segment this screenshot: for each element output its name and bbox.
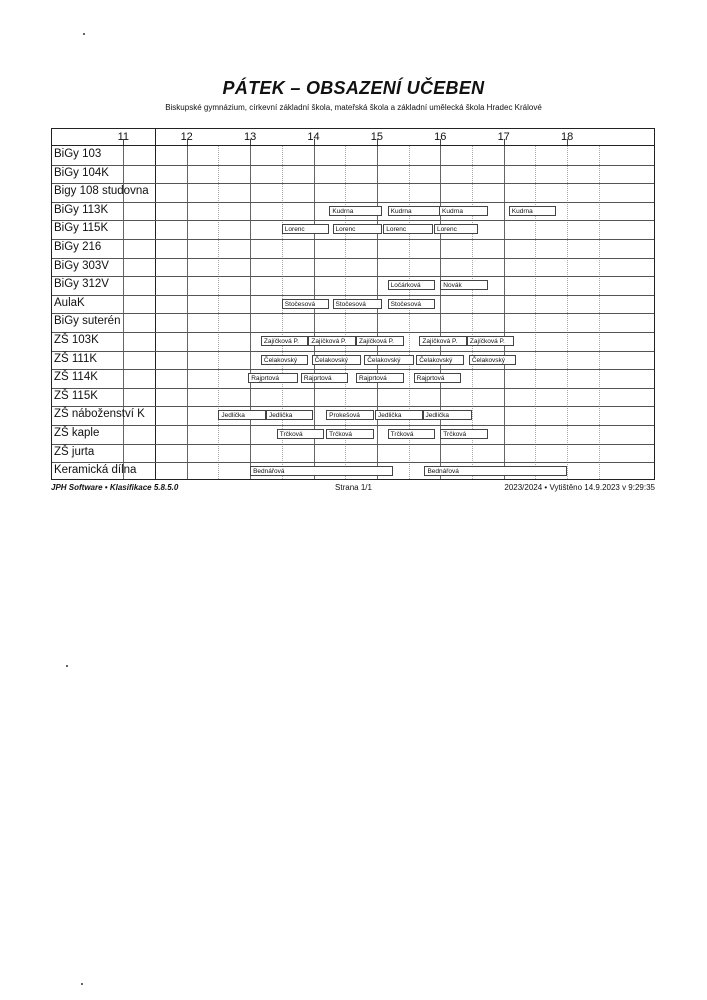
hour-label: 11 [117,131,130,143]
lesson-block: Stočesová [282,299,330,309]
scan-dot [66,665,68,667]
hour-tick [187,139,188,145]
lesson-block: Lorenc [333,224,382,234]
lesson-block: Kudrna [329,206,382,216]
room-row-divider [52,332,654,333]
room-row-divider [52,239,654,240]
school-name: Biskupské gymnázium, církevní základní škola, mateřská škola a základní umělecká škola Hradec Králové [165,103,542,112]
lesson-block: Zajíčková P. [419,336,467,346]
lesson-block: Bednářová [424,466,567,476]
hour-tick [314,139,315,145]
lesson-block: Novák [440,280,488,290]
lesson-block: Jedlička [423,410,472,420]
room-row-divider [52,276,654,277]
footer-page-number: Strana 1/1 [335,483,372,492]
lesson-block: Zajíčková P. [467,336,515,346]
room-name: BiGy 303V [54,259,109,272]
lesson-block: Lorenc [282,224,330,234]
room-row-divider [52,462,654,463]
lesson-block: Čelakovský [469,355,517,365]
lesson-block: Kudrna [439,206,488,216]
hour-label: 13 [243,131,257,143]
hour-tick [440,139,441,145]
hour-label: 16 [434,131,447,143]
lesson-block: Trčková [440,429,488,439]
lesson-block: Stočesová [333,299,382,309]
room-row-divider [52,444,654,445]
room-row-divider [52,313,654,314]
room-row-divider [52,258,654,259]
room-name: ZŠ 114K [54,371,98,384]
hour-label: 12 [180,131,193,143]
room-name: BiGy 115K [54,222,109,235]
room-row-divider [52,165,654,166]
room-name: BiGy 216 [54,241,102,253]
room-name: BiGy 312V [54,278,109,291]
hour-label: 14 [307,131,320,143]
room-row-divider [52,351,654,352]
lesson-block: Trčková [277,429,325,439]
room-name: AulaK [54,296,85,309]
hour-tick [250,139,251,145]
header-divider [52,145,654,146]
timetable-grid [51,128,655,480]
room-name: ZŠ jurta [54,445,95,458]
lesson-block: Trčková [388,429,436,439]
room-row-divider [52,425,654,426]
lesson-block: Kudrna [509,206,557,216]
lesson-block: Jedlička [266,410,314,420]
lesson-block: Ločárková [388,280,436,290]
lesson-block: Jedlička [218,410,266,420]
room-name: BiGy suterén [54,315,121,328]
hour-label: 18 [560,131,574,143]
lesson-block: Kudrna [388,206,441,216]
lesson-block: Čelakovský [312,355,361,365]
lesson-block: Stočesová [388,299,436,309]
room-row-divider [52,369,654,370]
hour-tick [377,139,378,145]
lesson-block: Lorenc [434,224,478,234]
hour-label: 15 [370,131,384,143]
lesson-block: Čelakovský [261,355,309,365]
room-name: ZŠ 103K [54,334,99,346]
lesson-block: Zajíčková P. [261,336,309,346]
room-name: BiGy 104K [54,166,109,179]
lesson-block: Prokešová [326,410,374,420]
room-column-divider [155,129,156,479]
hour-label: 17 [497,131,510,143]
footer-software: JPH Software • Klasifikace 5.8.5.0 [51,483,179,492]
hour-tick [123,139,124,145]
room-row-divider [52,183,654,184]
lesson-block: Rajprtová [356,373,404,383]
lesson-block: Zajíčková P. [308,336,356,346]
room-name: ZŠ 111K [54,352,98,365]
room-name: ZŠ 115K [54,389,98,402]
lesson-block: Čelakovský [364,355,413,365]
room-name: ZŠ kaple [54,427,100,439]
room-name: BiGy 113K [54,203,109,216]
lesson-block: Bednářová [250,466,393,476]
lesson-block: Rajprtová [248,373,297,383]
lesson-block: Čelakovský [416,355,464,365]
lesson-block: Rajprtová [414,373,462,383]
footer-print-date: 2023/2024 • Vytištěno 14.9.2023 v 9:29:35 [504,483,655,492]
hour-tick [504,139,505,145]
lesson-block: Trčková [326,429,374,439]
lesson-block: Rajprtová [301,373,349,383]
lesson-block: Zajíčková P. [356,336,404,346]
scan-dot [81,983,83,985]
room-name: ZŠ náboženství K [54,408,145,421]
room-row-divider [52,202,654,203]
room-row-divider [52,295,654,296]
room-name: Keramická dílna [54,464,137,477]
room-name: Bigy 108 studovna [54,185,149,198]
scan-dot [83,33,85,35]
hour-tick [567,139,568,145]
room-name: BiGy 103 [54,148,102,160]
lesson-block: Lorenc [383,224,432,234]
room-row-divider [52,220,654,221]
room-row-divider [52,388,654,389]
lesson-block: Jedlička [375,410,423,420]
page-title: PÁTEK – OBSAZENÍ UČEBEN [222,78,485,98]
